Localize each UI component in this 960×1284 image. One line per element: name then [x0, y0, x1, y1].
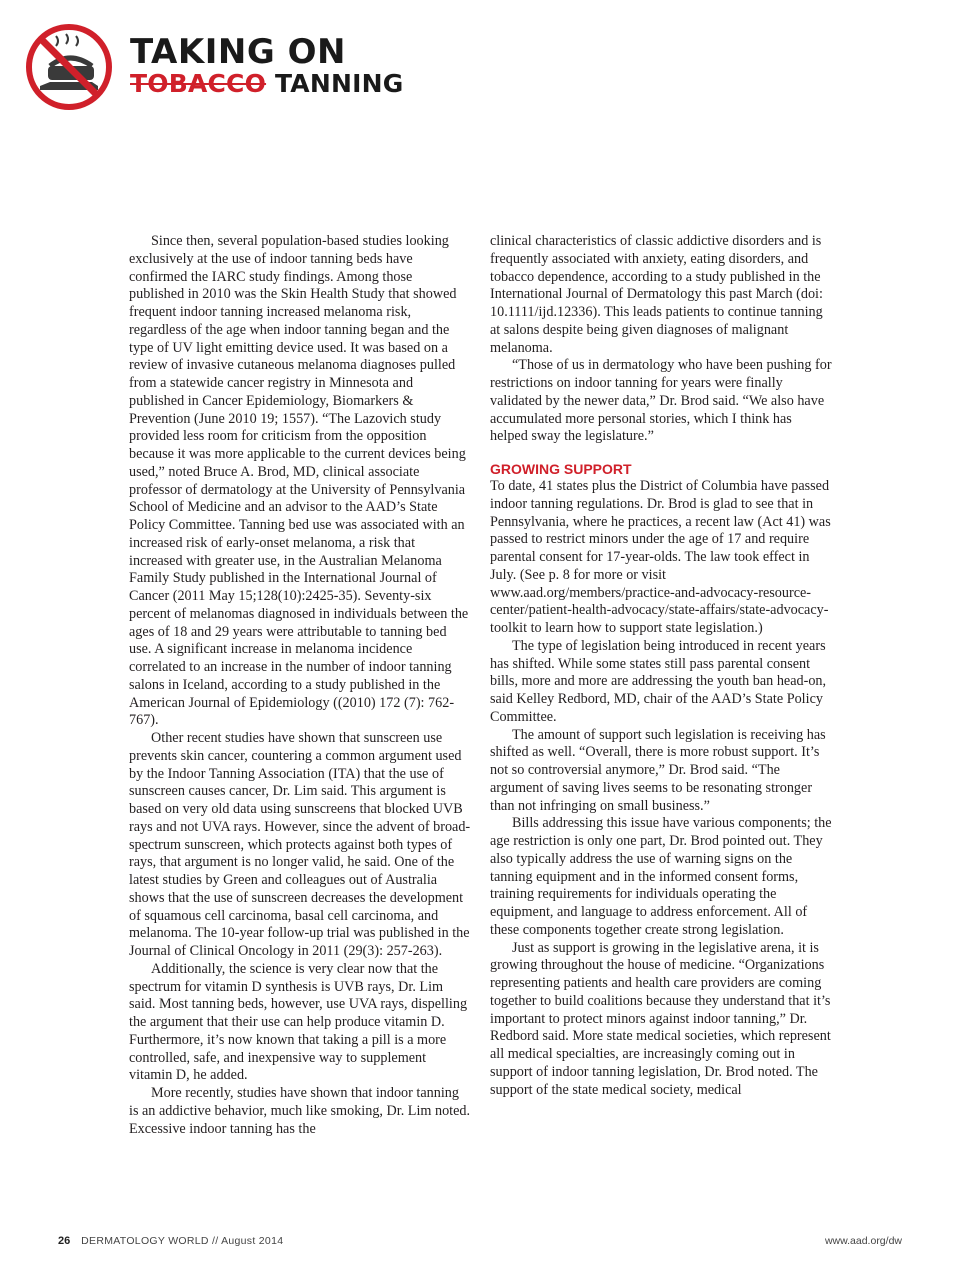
- magazine-issue: DERMATOLOGY WORLD // August 2014: [81, 1235, 284, 1247]
- no-tanning-icon: [26, 24, 112, 110]
- paragraph: More recently, studies have shown that indoor tanning is an addictive behavior, much like smoking, Dr. Lim noted. Excessive indoor tanning has the: [129, 1085, 471, 1137]
- article-column-left: [129, 233, 471, 1138]
- header-line2: [130, 70, 403, 98]
- paragraph: Just as support is growing in the legislative arena, it is growing throughout the house of medicine. “Organizations representing patients and health care providers are coming together to build coalitions because they understand that it’s important to protect minors against indoor tanning,” Dr. Redbord said. More state medical societies, which represent all medical specialties, are increasingly coming out in support of indoor tanning legislation, Dr. Brod noted. The support of the state medical society, medical: [490, 939, 831, 1098]
- paragraph: To date, 41 states plus the District of Columbia have passed indoor tanning regulations. Dr. Brod is glad to see that in Pennsylvania, where he practices, a recent law (Act 41) was passed to restrict minors under the age of 17 and require parental consent for 17-year-olds. The law took effect in July. (See p. 8 for more or visit www.aad.org/members/practice-and-advocacy-resource-center/patient-health-advocacy/state-affairs/state-advocacy-toolkit to learn how to support state legislation.): [490, 478, 831, 636]
- paragraph: Other recent studies have shown that sunscreen use prevents skin cancer, countering a common argument used by the Indoor Tanning Association (ITA) that the use of sunscreen causes cancer, Dr. Lim said. This argument is based on very old data using sunscreens that blocked UVB rays and not UVA rays. However, since the advent of broad-spectrum sunscreen, which protects against both types of rays, that argument is no longer valid, he said. One of the latest studies by Green and colleagues out of Australia shows that the use of sunscreen decreases the development of squamous cell carcinoma, basal cell carcinoma, and melanoma. The 10-year follow-up trial was published in the Journal of Clinical Oncology in 2011 (29(3): 257-263).: [129, 730, 471, 959]
- section-subhead: GROWING SUPPORT: [490, 461, 632, 477]
- paragraph: The type of legislation being introduced in recent years has shifted. While some states still pass parental consent bills, more and more are addressing the youth ban head-on, said Kelley Redbord, MD, chair of the AAD’s State Policy Committee.: [490, 637, 827, 725]
- footer-url: www.aad.org/dw: [824, 1235, 902, 1247]
- replacement-word: TANNING: [274, 69, 404, 98]
- paragraph: The amount of support such legislation is receiving has shifted as well. “Overall, there is more robust support. It’s not so controversial anymore,” Dr. Brod said. “The argument of saving lives seems to be resonating stronger than not infringing on small business.”: [490, 726, 826, 814]
- article-column-right: [490, 233, 832, 1099]
- page-number: 26: [58, 1235, 71, 1247]
- paragraph: clinical characteristics of classic addictive disorders and is frequently associated with anxiety, eating disorders, and tobacco dependence, according to a study published in the International Journal of Dermatology this past March (doi: 10.1111/ijd.12336). This leads patients to continue tanning at salons despite being given diagnoses of malignant melanoma.: [490, 233, 823, 356]
- paragraph: Since then, several population-based studies looking exclusively at the use of indoor tanning beds have confirmed the IARC study findings. Among those published in 2010 was the Skin Health Study that showed frequent indoor tanning increased melanoma risk, regardless of the age when indoor tanning began and the type of UV light emitting device used. It was based on a review of invasive cutaneous melanoma diagnoses pulled from a statewide cancer registry in Minnesota and published in Cancer Epidemiology, Biomarkers & Prevention (June 2010 19; 1557). “The Lazovich study provided less room for criticism from the opposition because it was more applicable to the current devices being used,” noted Bruce A. Brod, MD, clinical associate professor of dermatology at the University of Pennsylvania School of Medicine and an advisor to the AAD’s State Policy Committee. Tanning bed use was associated with an increased risk of early-onset melanoma, a risk that increased with greater use, in the Australian Melanoma Family Study published in the International Journal of Cancer (2011 May 15;128(10):2425-35). Seventy-six percent of melanomas diagnosed in individuals between the ages of 18 and 29 years were attributable to tanning bed use. A significant increase in melanoma incidence correlated to an increase in the number of indoor tanning salons in Iceland, according to a study published in the American Journal of Epidemiology ((2010) 172 (7): 762-767).: [129, 233, 469, 729]
- footer-left: [58, 1235, 283, 1247]
- paragraph: Bills addressing this issue have various components; the age restriction is only one part, Dr. Brod pointed out. They also typically address the use of warning signs on the tanning equipment and in the informed consent forms, training requirements for individuals operating the equipment, and language to address enforcement. All of these components together create strong legislation.: [490, 815, 832, 938]
- header-line1: TAKING ON: [130, 32, 346, 72]
- paragraph: “Those of us in dermatology who have been pushing for restrictions on indoor tanning for years were finally validated by the newer data,” Dr. Brod said. “We also have accumulated more personal stories, which I think has helped sway the legislature.”: [490, 357, 832, 445]
- paragraph: Additionally, the science is very clear now that the spectrum for vitamin D synthesis is UVB rays, Dr. Lim said. Most tanning beds, however, use UVA rays, dispelling the argument that their use can help produce vitamin D. Furthermore, it’s now known that taking a pill is a more controlled, safe, and inexpensive way to supplement vitamin D, he added.: [129, 960, 468, 1084]
- page-header-title: [130, 34, 403, 98]
- struck-word: TOBACCO: [130, 69, 267, 98]
